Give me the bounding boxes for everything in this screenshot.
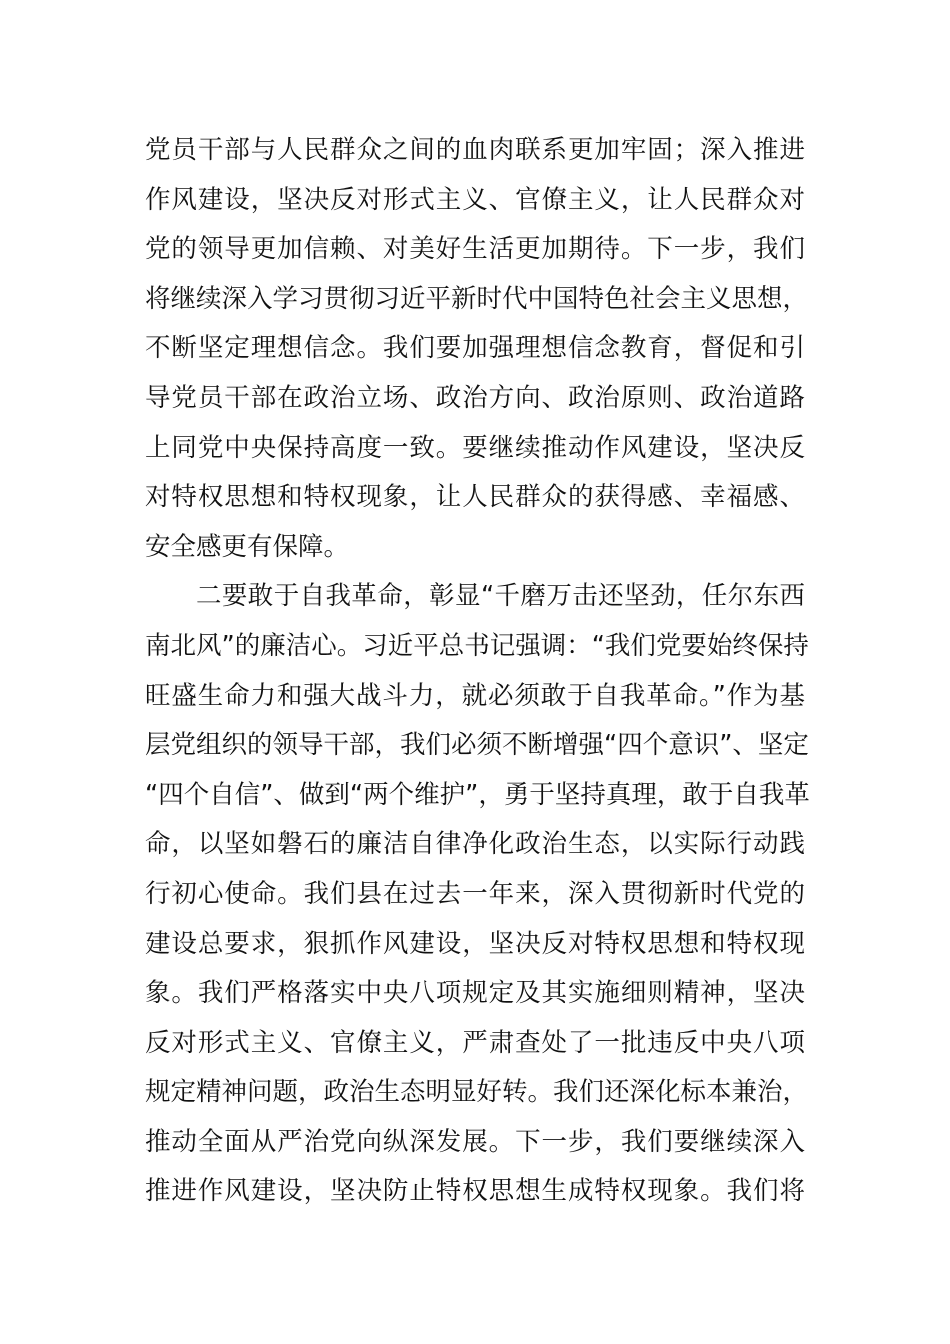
text-line: 推动全面从严治党向纵深发展。下一步，我们要继续深入 [145,1126,805,1157]
text-line: 规定精神问题，政治生态明显好转。我们还深化标本兼治， [145,1077,809,1108]
text-line: 南北风”的廉洁心。习近平总书记强调：“我们党要始终保持 [145,630,809,661]
text-line: “四个自信”、做到“两个维护”，勇于坚持真理，敢于自我革 [145,779,810,810]
document-body [145,126,810,1217]
text-line: 导党员干部在政治立场、政治方向、政治原则、政治道路 [145,382,805,413]
text-line: 党员干部与人民群众之间的血肉联系更加牢固；深入推进 [145,135,805,165]
text-line: 不断坚定理想信念。我们要加强理想信念教育，督促和引 [145,333,805,364]
text-line: 旺盛生命力和强大战斗力，就必须敢于自我革命。”作为基 [145,680,805,711]
text-line: 命，以坚如磐石的廉洁自律净化政治生态，以实际行动践 [145,829,805,860]
text-line: 层党组织的领导干部，我们必须不断增强“四个意识”、坚定 [145,730,809,761]
text-line: 推进作风建设，坚决防止特权思想生成特权现象。我们将 [145,1176,805,1207]
text-line: 对特权思想和特权现象，让人民群众的获得感、幸福感、 [145,482,805,513]
text-line: 党的领导更加信赖、对美好生活更加期待。下一步，我们 [145,234,805,265]
text-line: 上同党中央保持高度一致。要继续推动作风建设，坚决反 [145,432,805,463]
text-line: 二要敢于自我革命，彰显“千磨万击还坚劲，任尔东西 [196,581,805,612]
text-line: 象。我们严格落实中央八项规定及其实施细则精神，坚决 [145,978,805,1009]
paragraph-1 [145,126,809,572]
text-line: 将继续深入学习贯彻习近平新时代中国特色社会主义思想， [145,283,809,314]
text-line: 建设总要求，狠抓作风建设，坚决反对特权思想和特权现 [145,928,805,959]
text-line: 作风建设，坚决反对形式主义、官僚主义，让人民群众对 [145,184,805,215]
paragraph-2 [145,572,810,1217]
text-line: 安全感更有保障。 [145,531,350,562]
text-line: 反对形式主义、官僚主义，严肃查处了一批违反中央八项 [145,1027,805,1058]
text-line: 行初心使命。我们县在过去一年来，深入贯彻新时代党的 [145,878,805,909]
